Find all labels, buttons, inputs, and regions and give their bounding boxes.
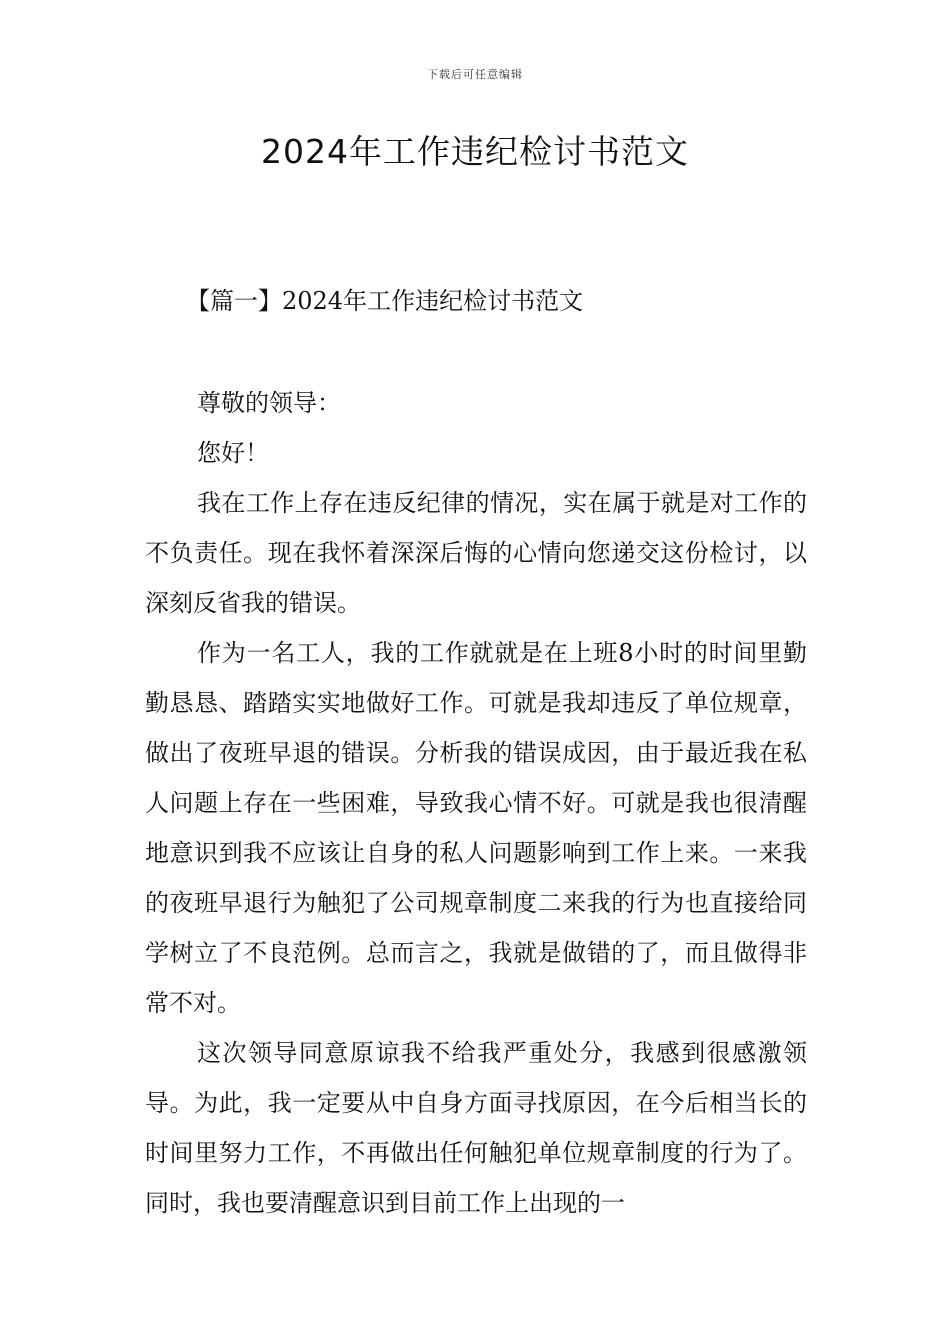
letter-body	[145, 378, 807, 1228]
section-heading: 【篇一】2024年工作违纪检讨书范文	[186, 287, 584, 315]
greeting: 您好！	[197, 439, 269, 467]
paragraph-1: 我在工作上存在违反纪律的情况，实在属于就是对工作的不负责任。现在我怀着深深后悔的心情向您递交这份检讨，以深刻反省我的错误。	[145, 489, 807, 617]
salutation: 尊敬的领导：	[197, 389, 341, 417]
paragraph-2: 作为一名工人，我的工作就就是在上班8小时的时间里勤勤恳恳、踏踏实实地做好工作。可就是我却违反了单位规章，做出了夜班早退的错误。分析我的错误成因，由于最近我在私人问题上存在一些困难，导致我心情不好。可就是我也很清醒地意识到我不应该让自身的私人问题影响到工作上来。一来我的夜班早退行为触犯了公司规章制度二来我的行为也直接给同学树立了不良范例。总而言之，我就是做错的了，而且做得非常不对。	[145, 639, 807, 1017]
paragraph-3: 这次领导同意原谅我不给我严重处分，我感到很感激领导。为此，我一定要从中自身方面寻找原因，在今后相当长的时间里努力工作，不再做出任何触犯单位规章制度的行为了。同时，我也要清醒意识到目前工作上出现的一	[145, 1039, 807, 1217]
header-note: 下载后可任意编辑	[427, 68, 523, 81]
document-title: 2024年工作违纪检讨书范文	[261, 132, 689, 171]
